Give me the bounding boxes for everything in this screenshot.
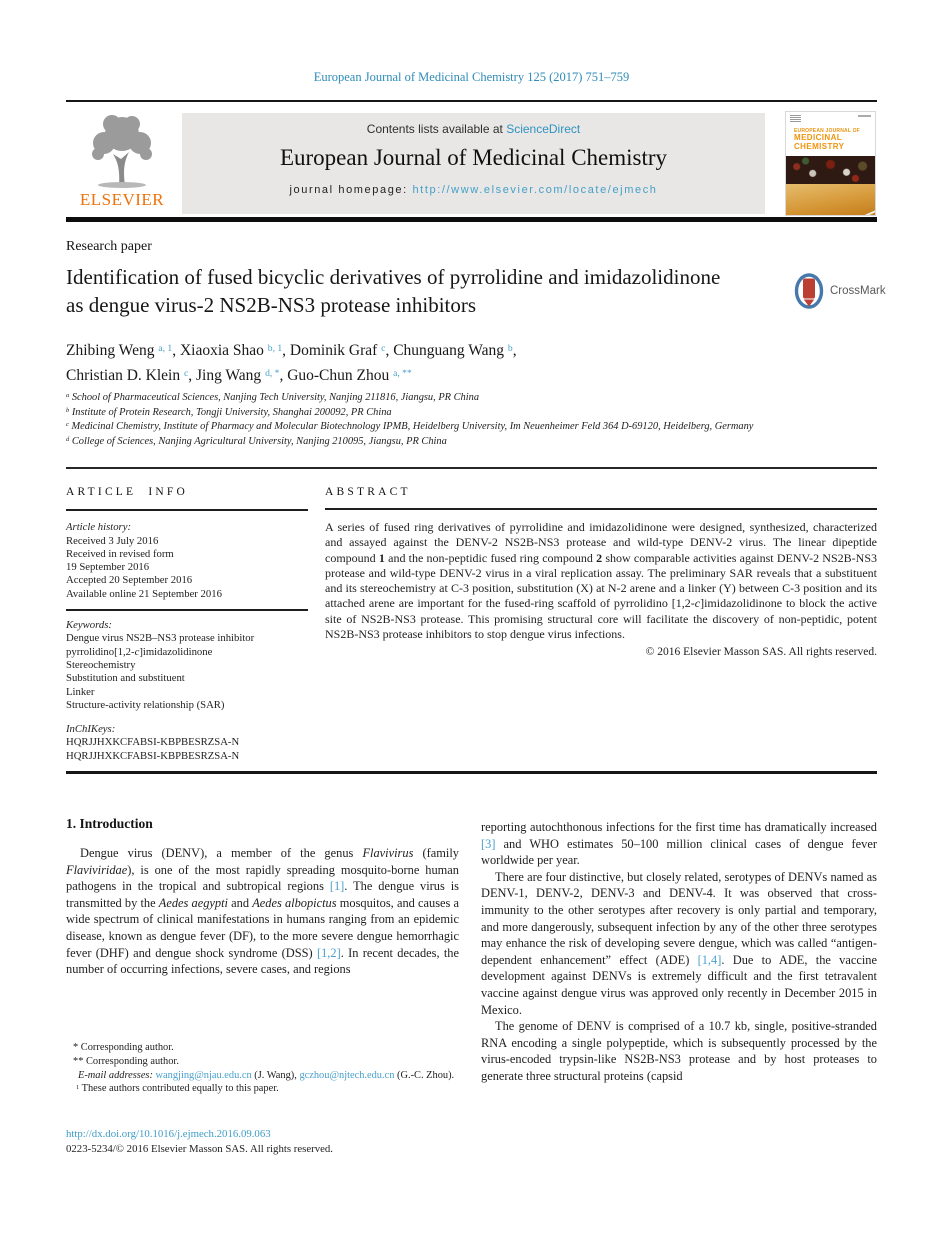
cover-diagonal-stripe: [824, 207, 875, 215]
elsevier-wordmark: ELSEVIER: [79, 190, 165, 209]
affiliations: [66, 391, 778, 449]
email-link-zhou[interactable]: gczhou@njtech.edu.cn: [299, 1069, 395, 1081]
cover-journal-kicker: EUROPEAN JOURNAL OF: [794, 128, 860, 134]
article-type-label: Research paper: [66, 239, 152, 254]
text-segment: mosquitos, and causes a wide spectrum of clinical manifestations in humans ranging from an epidemic disease, known as dengue fever (DF), to the more severe dengue hemorrhagic fever (DHF) and dengue shock syndrome (DSS): [66, 895, 459, 960]
article-history: [66, 521, 308, 601]
text-segment: , Guo-Chun Zhou: [279, 367, 394, 384]
text-segment: b: [66, 406, 70, 414]
text-segment: , Jing Wang: [188, 367, 266, 384]
text-segment: Christian D. Klein: [66, 367, 184, 384]
keywords-list: [66, 632, 308, 712]
divider: [325, 508, 877, 510]
text-segment: pyrrolidino[1,2-: [66, 645, 135, 658]
citation-link[interactable]: b: [507, 342, 513, 354]
cover-tiny-text-right: [858, 115, 871, 117]
text-segment: a: [66, 392, 70, 400]
footnotes: [66, 1041, 464, 1097]
text-segment: . The dengue virus is transmitted by the: [66, 879, 460, 910]
keyword: Substitution and substituent: [66, 672, 185, 685]
inchikeys-list: [66, 736, 308, 763]
crossmark-badge[interactable]: [792, 272, 886, 310]
text-segment: 2: [596, 550, 603, 565]
history-line: Received 3 July 2016: [66, 534, 159, 547]
header-divider-bar: [66, 217, 877, 222]
footnote-corresponding-1: * Corresponding author.: [73, 1042, 174, 1053]
cover-tiny-text-left: [790, 115, 801, 123]
abstract-column: [325, 486, 877, 658]
text-segment: c: [66, 421, 69, 429]
keyword: Dengue virus NS2B–NS3 protease inhibitor: [66, 632, 255, 645]
text-segment: (family: [413, 846, 459, 860]
text-segment: There are four distinctive, but closely related, serotypes of DENVs named as DENV-1, DENV-2, DENV-3 and DENV-4. It was observed that cross-immunity to the other serotypes after recovery is only partial and temporary, and more dangerously, subsequent infection by any of the other three serotypes may enhance the risk of developing severe dengue, which was called “antigen-dependent enhancement” effect (ADE): [481, 869, 877, 967]
authors-line-2: [66, 364, 517, 389]
divider: [66, 509, 308, 511]
keywords-label: Keywords:: [66, 619, 112, 632]
affiliation: [66, 391, 778, 406]
text-segment: School of Pharmaceutical Sciences, Nanjing Tech University, Nanjing 211816, Jiangsu, PR China: [69, 392, 480, 403]
sciencedirect-link[interactable]: ScienceDirect: [506, 122, 581, 136]
affiliation: [66, 406, 778, 421]
citation-link[interactable]: a, **: [393, 367, 412, 379]
citation-link[interactable]: c: [381, 342, 386, 354]
text-segment: and WHO estimates 50–100 million clinical cases of dengue fever worldwide per year.: [481, 836, 877, 868]
issn-copyright-line: 0223-5234/© 2016 Elsevier Masson SAS. All rights reserved.: [66, 1143, 334, 1155]
cover-gradient: [786, 184, 875, 215]
citation-link[interactable]: [1,2]: [316, 945, 341, 960]
text-segment: Zhibing Weng: [66, 342, 159, 359]
intro-paragraph-1-continued: [481, 819, 877, 869]
text-segment: Medicinal Chemistry, Institute of Pharmacy and Molecular Biotechnology IPMB, Heidelberg University, Im Neuenheimer Feld 364 D-69120, Heidelberg, Germany: [68, 421, 754, 433]
intro-paragraph-1: [66, 845, 459, 978]
abstract-paragraph: [325, 520, 877, 642]
elsevier-logo: [66, 112, 178, 215]
text-segment: ,: [512, 342, 517, 359]
text-segment: d: [66, 435, 70, 443]
keyword: [66, 646, 308, 659]
text-segment: These authors contributed equally to this paper.: [79, 1083, 279, 1095]
author-list: [66, 339, 517, 389]
abstract-header: ABSTRACT: [325, 486, 411, 498]
elsevier-tree-icon: [85, 112, 159, 188]
homepage-line: [182, 184, 765, 196]
footnote-corresponding-2: ** Corresponding author.: [73, 1055, 179, 1067]
text-segment: (J. Wang),: [251, 1069, 300, 1081]
citation-link[interactable]: a, 1: [158, 342, 173, 354]
text-segment: , Xiaoxia Shao: [172, 342, 268, 359]
text-segment: Aedes aegypti: [158, 895, 228, 910]
contents-prefix: Contents lists available at: [366, 122, 507, 136]
copyright-line: © 2016 Elsevier Masson SAS. All rights reserved.: [645, 646, 877, 659]
text-segment: c: [134, 645, 140, 658]
article-history-lines: [66, 535, 308, 601]
divider: [66, 771, 877, 774]
text-segment: College of Sciences, Nanjing Agricultural University, Nanjing 210095, Jiangsu, PR China: [69, 435, 447, 447]
article-title: Identification of fused bicyclic derivatives of pyrrolidine and imidazolidinone as dengue virus-2 NS2B-NS3 protease inhibitors: [66, 265, 721, 317]
divider: [66, 609, 308, 611]
masthead: [66, 112, 877, 215]
history-line: Available online 21 September 2016: [66, 587, 222, 600]
homepage-prefix: journal homepage:: [289, 184, 413, 196]
journal-cover-thumbnail: [786, 112, 875, 215]
affiliation: [66, 420, 778, 435]
footnote-equal-contribution: [66, 1082, 464, 1097]
crossmark-label: CrossMark: [830, 285, 886, 297]
text-segment: Flavivirus: [362, 846, 414, 860]
cover-molecule-image: [786, 156, 875, 184]
journal-title: European Journal of Medicinal Chemistry: [279, 145, 668, 170]
body-column-left: [66, 845, 459, 978]
text-segment: reporting autochthonous infections for the first time has dramatically increased: [481, 820, 877, 834]
inchikeys-block: [66, 723, 308, 763]
journal-banner: [182, 113, 765, 214]
cover-top: [786, 112, 875, 156]
text-segment: and: [227, 895, 253, 910]
inchikey: HQRJJHXKCFABSI-KBPBESRZSA-N: [66, 749, 240, 762]
contents-line: [182, 113, 765, 136]
cover-journal-name-1: MEDICINAL: [794, 133, 843, 142]
text-segment: ]imidazolidinone to block the active site of NS2B-NS3 protease. This promising structural core will facilitate the discovery of non-peptidic, potent NS2B-NS3 protease inhibitors to stop dengue virus infections.: [325, 596, 878, 642]
text-segment: (G.-C. Zhou).: [394, 1069, 455, 1081]
text-segment: . In recent decades, the number of occurring infections, severe cases, and regions: [66, 945, 459, 977]
text-segment: ]imidazolidinone: [139, 645, 213, 658]
article-history-label: Article history:: [66, 521, 132, 534]
text-segment: and the non-peptidic fused ring compound: [384, 550, 597, 565]
email-link-wang[interactable]: wangjing@njau.edu.cn: [155, 1069, 252, 1081]
journal-citation: European Journal of Medicinal Chemistry 125 (2017) 751–759: [313, 70, 630, 84]
footnote-emails: [66, 1069, 464, 1083]
text-segment: Dengue virus (DENV), a member of the genus: [80, 846, 363, 860]
keywords-block: [66, 619, 308, 712]
citation-link[interactable]: c: [183, 367, 189, 379]
cover-journal-name-2: CHEMISTRY: [794, 141, 845, 151]
text-segment: Institute of Protein Research, Tongji University, Shanghai 200092, PR China: [69, 406, 392, 418]
text-segment: Flaviviridae: [66, 862, 128, 877]
text-segment: c: [694, 596, 701, 611]
divider: [66, 467, 877, 469]
journal-homepage-link[interactable]: http://www.elsevier.com/locate/ejmech: [412, 184, 658, 196]
text-segment: , Chunguang Wang: [385, 342, 508, 359]
text-segment: Aedes albopictus: [252, 895, 337, 910]
divider: [66, 100, 877, 102]
history-line: Accepted 20 September 2016: [66, 574, 193, 587]
citation-link[interactable]: b, 1: [267, 342, 283, 354]
text-segment: ), is one of the most rapidly spreading mosquito-borne human pathogens in the tropical and subtropical regions: [66, 862, 459, 894]
text-segment: 1: [76, 1083, 80, 1091]
text-segment: 1: [378, 550, 385, 565]
authors-line-1: [66, 339, 517, 364]
doi-link[interactable]: http://dx.doi.org/10.1016/j.ejmech.2016.09.063: [66, 1128, 271, 1140]
keyword: Linker: [66, 685, 95, 698]
text-segment: show comparable activities against DENV-2 NS2B-NS3 protease and wild-type DENV-2 virus in a viral replication assay. The preliminary SAR reveals that a substituent and its stereochemistry at C-3 position, substitution (X) at N-2 arene and a linker (Y) between C-3 position and its attached arene are important for the fused-ring scaffold of pyrrolidino [1,2-: [325, 550, 877, 611]
spacer: [66, 712, 308, 723]
text-segment: . Due to ADE, the vaccine development against DENVs is extremely difficult and the first tetravalent vaccine against dengue virus was approved only recently in December 2015 in Mexico.: [481, 952, 878, 1017]
citation-link[interactable]: [1,4]: [697, 952, 722, 967]
intro-paragraph-2: [481, 869, 877, 1018]
history-line: Received in revised form: [66, 547, 174, 560]
affiliation: [66, 435, 778, 450]
citation-link[interactable]: [3]: [481, 836, 496, 851]
inchikey: HQRJJHXKCFABSI-KBPBESRZSA-N: [66, 736, 240, 749]
citation-link[interactable]: d, *: [265, 367, 280, 379]
crossmark-icon: [792, 272, 826, 310]
article-info-column: [66, 486, 308, 763]
inchikeys-label: InChIKeys:: [66, 723, 116, 736]
history-line: 19 September 2016: [66, 561, 150, 574]
body-column-right: [481, 819, 877, 1085]
text-segment: A series of fused ring derivatives of pyrrolidine and imidazolidinone were designed, synthesized, characterized and assayed against the DENV-2 NS2B-NS3 protease and wild-type DENV-2 virus. The linear dipeptide compound: [325, 520, 877, 565]
section-heading-introduction: 1. Introduction: [66, 816, 153, 831]
text-segment: E-mail addresses:: [78, 1069, 156, 1081]
keyword: Structure-activity relationship (SAR): [66, 698, 225, 711]
citation-link[interactable]: [1]: [329, 879, 345, 894]
text-segment: , Dominik Graf: [282, 342, 382, 359]
intro-paragraph-3: The genome of DENV is comprised of a 10.7 kb, single, positive-stranded RNA encoding a single polypeptide, which is subsequently processed by the virus-encoded trypsin-like NS2B-NS3 protease and by host proteases to generate three structural proteins (capsid: [481, 1019, 877, 1083]
article-info-header: ARTICLE INFO: [66, 486, 188, 498]
keyword: Stereochemistry: [66, 658, 136, 671]
